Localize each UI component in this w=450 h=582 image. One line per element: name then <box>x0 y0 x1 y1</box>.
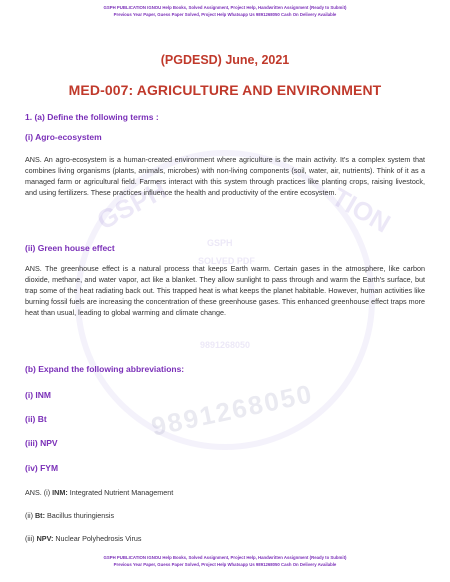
footer-line-1: GSPH PUBLICATION IGNOU Help Books, Solved Assignment, Project Help, Handwritten Assignment (Ready to Submit) <box>103 555 347 560</box>
greenhouse-answer: ANS. The greenhouse effect is a natural process that keeps Earth warm. Certain gases in the atmosphere, like carbon dioxide, methane, and water vapor, act like a blanket. They allow sunlight to pass through and warm the Earth's surface, but trap some of the heat radiating back out. This trapped heat is what keeps the planet habitable. However, human activities like burning fossil fuels are increasing the concentration of these greenhouse gases. This enhanced greenhouse effect traps more heat than usual, leading to global warming and climate change. <box>25 264 425 317</box>
answer-expansion: Bacillus thuringiensis <box>44 511 115 520</box>
agro-ecosystem-heading: (i) Agro-ecosystem <box>25 132 102 142</box>
answer-prefix: ANS. (i) <box>25 488 53 497</box>
question-1a-heading: 1. (a) Define the following terms : <box>25 112 159 122</box>
watermark-gsph: GSPH <box>207 238 233 248</box>
watermark-arc-left: GSPH <box>92 174 172 236</box>
header-line-2: Previous Year Paper, Guess Paper Solved, Project Help Whatsapp Us 9891268050 Cash On Delivery Available <box>113 12 337 17</box>
question-1b-heading: (b) Expand the following abbreviations: <box>25 364 185 374</box>
watermark-phone-large: 9891268050 <box>148 378 316 442</box>
abbreviation-answer-3 <box>25 533 142 544</box>
page-header <box>20 4 430 18</box>
document-subtitle: MED-007: AGRICULTURE AND ENVIRONMENT <box>68 82 382 98</box>
abbreviation-answer-2 <box>25 510 114 521</box>
footer-line-2: Previous Year Paper, Guess Paper Solved, Project Help Whatsapp Us 9891268050 Cash On Delivery Available <box>113 562 337 567</box>
answer-term: Bt: <box>34 511 45 520</box>
watermark-arc-right: TION <box>326 181 396 239</box>
answer-term: NPV: <box>36 534 54 543</box>
answer-prefix: (iii) <box>25 534 37 543</box>
header-line-1: GSPH PUBLICATION IGNOU Help Books, Solved Assignment, Project Help, Handwritten Assignment (Ready to Submit) <box>103 5 347 10</box>
greenhouse-heading: (ii) Green house effect <box>25 243 115 253</box>
answer-term: INM: <box>52 488 68 497</box>
agro-ecosystem-answer: ANS. An agro-ecosystem is a human-created environment where agriculture is the main activity. It's a complex system that combines living organisms (plants, animals, microbes) with non-living components (soil, water, air, nutrients). Think of it as a managed farm or agricultural field. Farmers interact with this system through practices like planting crops, raising livestock, and using fertilizers. These practices influence the health and productivity of the entire ecosystem. <box>25 155 425 197</box>
page-footer <box>20 554 430 568</box>
answer-expansion: Integrated Nutrient Management <box>67 488 174 497</box>
answer-prefix: (ii) <box>25 511 35 520</box>
abbreviation-answer-1 <box>25 487 173 498</box>
abbreviation-item: (iv) FYM <box>25 463 59 473</box>
document-title: (PGDESD) June, 2021 <box>160 53 290 67</box>
answer-expansion: Nuclear Polyhedrosis Virus <box>53 534 142 543</box>
abbreviation-item: (ii) Bt <box>25 414 47 424</box>
watermark-phone-small: 9891268050 <box>200 340 251 350</box>
abbreviation-item: (i) INM <box>25 390 51 400</box>
watermark-solved-pdf: SOLVED PDF <box>198 256 255 266</box>
abbreviation-item: (iii) NPV <box>25 438 58 448</box>
